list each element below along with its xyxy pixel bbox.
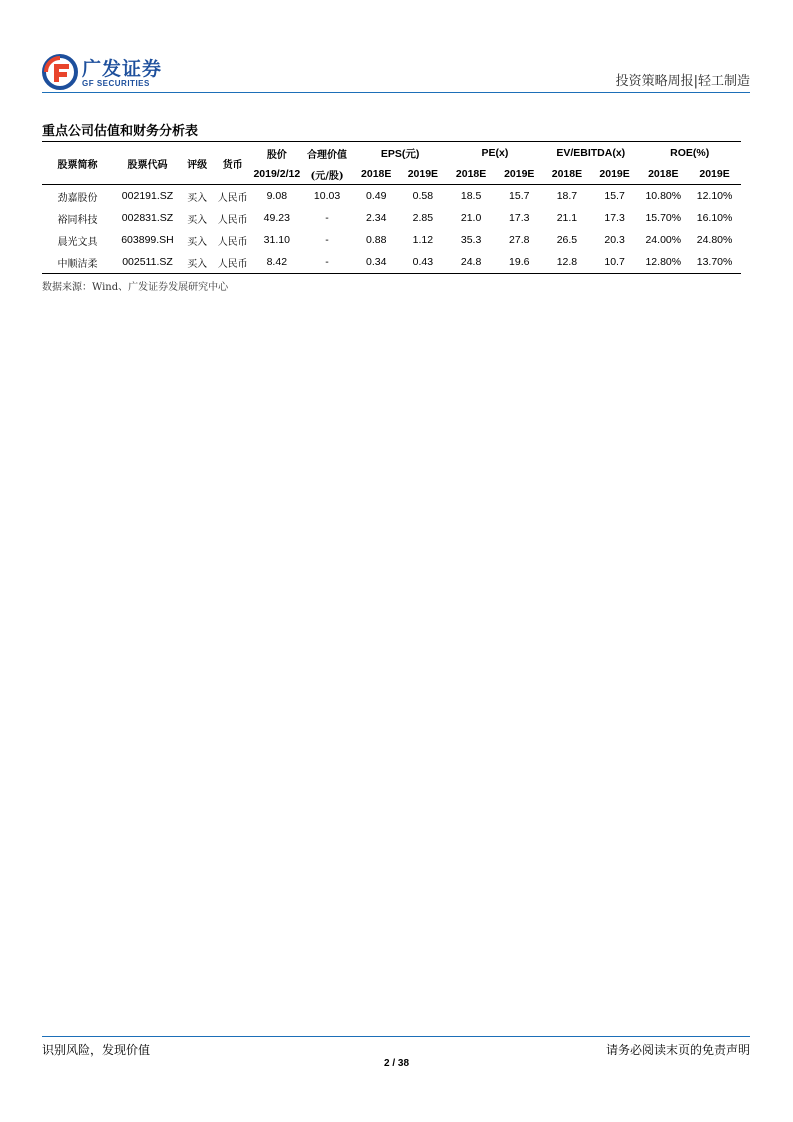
header-price-date: 2019/2/12 — [253, 168, 301, 180]
table-cell: 18.5 — [460, 190, 482, 202]
table-cell: 10.7 — [604, 256, 625, 268]
table-cell: 买入 — [187, 192, 208, 204]
table-cell: 8.42 — [266, 256, 288, 268]
header-pe: PE(x) — [481, 147, 509, 159]
gf-logo-icon — [42, 54, 78, 90]
table-cell: 0.43 — [412, 256, 434, 268]
table-cell: 人民币 — [217, 236, 248, 248]
header-price: 股价 — [266, 149, 287, 161]
table-cell: 27.8 — [509, 234, 530, 246]
table-cell: 49.23 — [263, 212, 290, 224]
table-cell: 26.5 — [556, 234, 578, 246]
header-rating: 评级 — [187, 159, 208, 171]
table-header-row-1 — [42, 142, 741, 165]
header-fair-value: 合理价值 — [307, 149, 348, 161]
logo-chinese-text: 广发证券 — [82, 58, 163, 80]
table-cell: 劲嘉股份 — [57, 192, 98, 204]
header-pe-2019e: 2019E — [504, 168, 535, 180]
table-cell: - — [325, 212, 329, 224]
table-cell: 603899.SH — [121, 234, 174, 246]
table-cell: 中顺洁柔 — [57, 258, 98, 270]
page-number: 2 / 38 — [383, 1058, 410, 1069]
table-cell: 24.80% — [696, 234, 733, 246]
header-stock-code: 股票代码 — [127, 159, 168, 171]
table-cell: 人民币 — [217, 258, 248, 270]
table-cell: 24.8 — [460, 256, 482, 268]
table-cell: 21.0 — [460, 212, 482, 224]
table-cell: 13.70% — [696, 256, 733, 268]
table-row — [42, 251, 741, 274]
table-cell: 晨光文具 — [57, 236, 98, 248]
logo-english-text: GF SECURITIES — [82, 79, 150, 88]
data-source-note: 数据来源：Wind、广发证券发展研究中心 — [42, 282, 229, 293]
table-row — [42, 229, 741, 251]
footer-disclaimer-note: 请务必阅读末页的免责声明 — [605, 1043, 750, 1057]
table-cell: - — [325, 256, 329, 268]
table-cell: 002191.SZ — [121, 190, 174, 202]
table-cell: 12.80% — [645, 256, 682, 268]
table-cell: 10.80% — [645, 190, 682, 202]
table-cell: 1.12 — [412, 234, 434, 246]
table-cell: 10.03 — [313, 190, 341, 202]
table-cell: 24.00% — [645, 234, 682, 246]
table-cell: 裕同科技 — [57, 214, 98, 226]
header-eps: EPS(元) — [380, 147, 420, 160]
table-cell: 15.7 — [509, 190, 530, 202]
valuation-table — [42, 141, 741, 274]
page-header — [42, 50, 750, 94]
footer-divider — [42, 1036, 750, 1037]
table-cell: 002511.SZ — [122, 256, 173, 268]
table-row — [42, 207, 741, 229]
table-cell: 12.10% — [696, 190, 733, 202]
table-cell: 21.1 — [556, 212, 578, 224]
table-body — [42, 185, 741, 274]
table-cell: 12.8 — [556, 256, 578, 268]
header-divider — [42, 92, 750, 93]
table-cell: - — [325, 234, 329, 246]
table-cell: 买入 — [187, 258, 208, 270]
table-cell: 人民币 — [217, 214, 248, 226]
table-cell: 0.58 — [412, 190, 434, 202]
table-cell: 20.3 — [604, 234, 625, 246]
table-cell: 16.10% — [696, 212, 733, 224]
table-cell: 0.88 — [366, 234, 387, 246]
header-currency: 货币 — [222, 159, 243, 171]
table-cell: 2.85 — [412, 212, 434, 224]
table-cell: 17.3 — [509, 212, 530, 224]
header-ev-ebitda: EV/EBITDA(x) — [556, 147, 626, 159]
header-eps-2018e: 2018E — [361, 168, 392, 180]
header-fair-value-unit: (元/股) — [310, 170, 344, 182]
table-cell: 2.34 — [366, 212, 387, 224]
valuation-table-container — [42, 141, 741, 274]
header-stock-name: 股票简称 — [57, 159, 98, 171]
table-cell: 15.7 — [604, 190, 625, 202]
header-ev-2019e: 2019E — [599, 168, 630, 180]
company-logo — [42, 52, 182, 92]
table-cell: 买入 — [187, 236, 208, 248]
table-title: 重点公司估值和财务分析表 — [42, 124, 199, 139]
table-cell: 0.49 — [366, 190, 387, 202]
table-cell: 买入 — [187, 214, 208, 226]
footer-slogan: 识别风险，发现价值 — [42, 1043, 151, 1057]
table-cell: 31.10 — [263, 234, 290, 246]
table-cell: 9.08 — [266, 190, 288, 202]
header-roe: ROE(%) — [670, 147, 710, 159]
table-row — [42, 185, 741, 208]
table-cell: 002831.SZ — [121, 212, 174, 224]
table-cell: 18.7 — [556, 190, 578, 202]
header-roe-2019e: 2019E — [699, 168, 730, 180]
report-category: 投资策略周报|轻工制造 — [615, 74, 750, 89]
table-cell: 0.34 — [366, 256, 387, 268]
header-ev-2018e: 2018E — [551, 168, 583, 180]
header-roe-2018e: 2018E — [648, 168, 679, 180]
table-cell: 17.3 — [604, 212, 625, 224]
table-cell: 人民币 — [217, 192, 248, 204]
header-eps-2019e: 2019E — [407, 168, 439, 180]
header-pe-2018e: 2018E — [455, 168, 487, 180]
table-cell: 19.6 — [509, 256, 530, 268]
table-cell: 15.70% — [645, 212, 682, 224]
table-cell: 35.3 — [460, 234, 482, 246]
